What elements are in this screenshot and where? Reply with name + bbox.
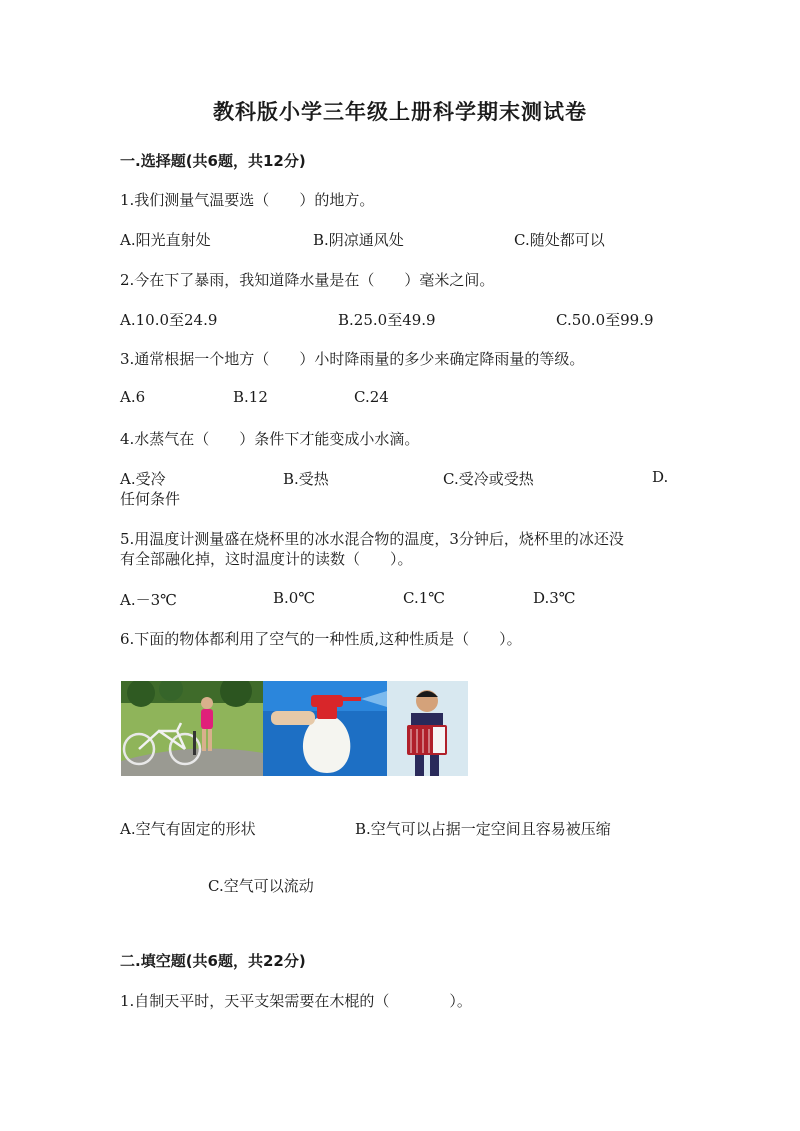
accordion-photo bbox=[387, 681, 468, 776]
q3-option-a: A.6 bbox=[120, 388, 146, 406]
section-heading-fill-in: 二.填空题(共6题，共22分) bbox=[120, 952, 306, 970]
spray-bottle-photo bbox=[263, 681, 387, 776]
question-4: 4.水蒸气在（ ）条件下才能变成小水滴。 bbox=[120, 430, 420, 448]
q6-option-a: A.空气有固定的形状 bbox=[120, 820, 256, 838]
section-heading-choice: 一.选择题(共6题，共12分) bbox=[120, 152, 306, 170]
question-5-line-2: 有全部融化掉，这时温度计的读数（ ）。 bbox=[120, 550, 413, 568]
q5-option-a: A.－3℃ bbox=[120, 591, 177, 609]
q1-option-a: A.阳光直射处 bbox=[120, 231, 211, 249]
q2-option-b: B.25.0至49.9 bbox=[338, 311, 436, 329]
q3-option-b: B.12 bbox=[233, 388, 268, 406]
q2-option-c: C.50.0至99.9 bbox=[556, 311, 654, 329]
q4-option-d-label: D. bbox=[652, 468, 669, 486]
q2-option-a: A.10.0至24.9 bbox=[120, 311, 218, 329]
question-5-line-1: 5.用温度计测量盛在烧杯里的冰水混合物的温度，3分钟后，烧杯里的冰还没 bbox=[120, 530, 624, 548]
q5-option-d: D.3℃ bbox=[533, 589, 576, 607]
page-title: 教科版小学三年级上册科学期末测试卷 bbox=[213, 99, 587, 124]
q1-option-c: C.随处都可以 bbox=[514, 231, 605, 249]
bicycle-pump-photo bbox=[121, 681, 263, 776]
q1-option-b: B.阴凉通风处 bbox=[313, 231, 404, 249]
question-1: 1.我们测量气温要选（ ）的地方。 bbox=[120, 191, 375, 209]
q4-option-a: A.受冷 bbox=[120, 470, 166, 488]
question-3: 3.通常根据一个地方（ ）小时降雨量的多少来确定降雨量的等级。 bbox=[120, 350, 585, 368]
q3-option-c: C.24 bbox=[354, 388, 389, 406]
q5-option-b: B.0℃ bbox=[273, 589, 316, 607]
q4-option-c: C.受冷或受热 bbox=[443, 470, 534, 488]
q6-option-c: C.空气可以流动 bbox=[208, 877, 314, 895]
question-6: 6.下面的物体都利用了空气的一种性质,这种性质是（ ）。 bbox=[120, 630, 522, 648]
q4-option-b: B.受热 bbox=[283, 470, 329, 488]
q5-option-c: C.1℃ bbox=[403, 589, 446, 607]
question-2: 2.今在下了暴雨，我知道降水量是在（ ）毫米之间。 bbox=[120, 271, 495, 289]
q6-option-b: B.空气可以占据一定空间且容易被压缩 bbox=[355, 820, 611, 838]
question-6-photos bbox=[121, 681, 468, 776]
q4-option-d-text: 任何条件 bbox=[120, 490, 181, 508]
fill-question-1: 1.自制天平时，天平支架需要在木棍的（ ）。 bbox=[120, 992, 472, 1010]
